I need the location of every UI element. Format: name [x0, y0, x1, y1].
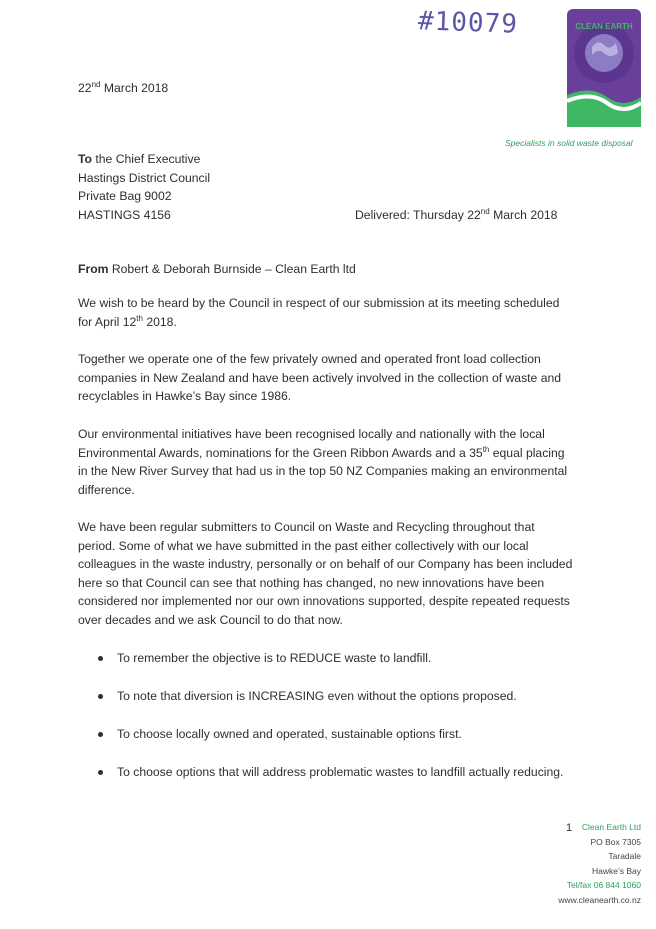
- footer-po-box: PO Box 7305: [590, 836, 641, 847]
- footer-website: www.cleanearth.co.nz: [558, 894, 641, 905]
- bullet-icon: [98, 656, 103, 661]
- paragraph-submission-history: We have been regular submitters to Council on Waste and Recycling throughout that period. Some of what we have submitted in the past either collectively with our local colleagues in the waste industry, personally or on behalf of our Company has been included here so that Council can see that nothing has changed, no new innovations have been considered nor implemented nor our own innovations supported, despite repeated requests over decades and we ask Council to do that now.: [78, 520, 573, 627]
- request-bullet-list: [98, 649, 563, 801]
- footer-suburb: Taradale: [608, 851, 641, 861]
- company-footer: [558, 820, 641, 907]
- from-line: From Robert & Deborah Burnside – Clean Earth ltd: [78, 262, 356, 276]
- paragraph-company-background: Together we operate one of the few privately owned and operated front load collection companies in New Zealand and have been actively involved in the collection of waste and recyclables in Hawke’s Bay since 1986.: [78, 352, 562, 404]
- footer-phone: Tel/fax 06 844 1060: [566, 880, 641, 890]
- handwritten-submission-number: #10079: [417, 6, 519, 40]
- address-line: Hastings District Council: [78, 170, 211, 185]
- letter-date: 22nd March 2018: [78, 80, 169, 95]
- paragraph-environmental-awards: Our environmental initiatives have been recognised locally and nationally with the local Environmental Awards, nominations for the Green Ribbon Awards and a 35th equal placing in the New River Survey that had us in the top 50 NZ Companies making an environmental difference.: [78, 427, 568, 497]
- logo-tagline: Specialists in solid waste disposal: [505, 138, 633, 148]
- delivered-date: Delivered: Thursday 22nd March 2018: [355, 207, 558, 222]
- bullet-item: To choose options that will address problematic wastes to landfill actually reducing.: [98, 763, 563, 801]
- bullet-icon: [98, 694, 103, 699]
- footer-company: Clean Earth Ltd: [581, 822, 641, 832]
- address-line: Private Bag 9002: [78, 189, 172, 204]
- footer-region: Hawke’s Bay: [592, 865, 641, 876]
- recipient-address: [78, 150, 210, 224]
- bullet-icon: [98, 732, 103, 737]
- to-line: To the Chief Executive: [78, 152, 201, 166]
- svg-text:CLEAN EARTH: CLEAN EARTH: [575, 22, 633, 31]
- clean-earth-logo: [567, 9, 641, 127]
- bullet-icon: [98, 770, 103, 775]
- page-number: 1: [566, 822, 573, 834]
- address-line: HASTINGS 4156: [78, 207, 171, 222]
- bullet-item: To choose locally owned and operated, sustainable options first.: [98, 725, 563, 763]
- paragraph-hearing-request: We wish to be heard by the Council in respect of our submission at its meeting scheduled for April 12th 2018.: [78, 296, 560, 329]
- bullet-item: To remember the objective is to REDUCE waste to landfill.: [98, 649, 563, 687]
- bullet-item: To note that diversion is INCREASING even without the options proposed.: [98, 687, 563, 725]
